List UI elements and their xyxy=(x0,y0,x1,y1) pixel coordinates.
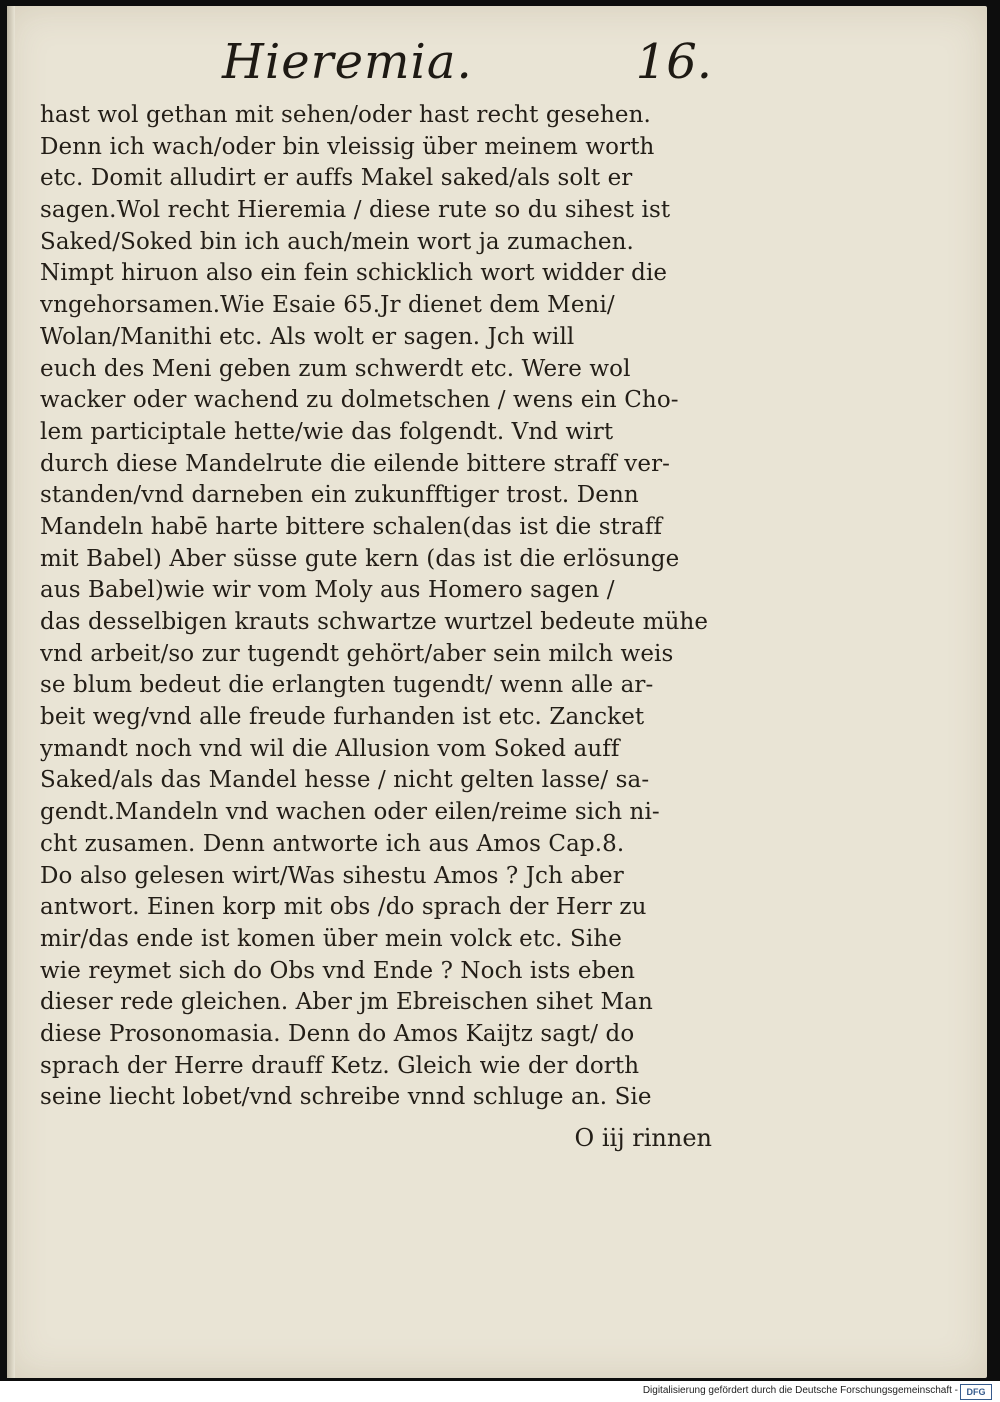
text-line: das desselbigen krauts schwartze wurtzel bedeute mühe xyxy=(40,609,709,635)
text-line: aus Babel)wie wir vom Moly aus Homero sagen / xyxy=(40,577,615,604)
text-line: Mandeln habē harte bittere schalen(das ist die straff xyxy=(40,513,663,540)
text-line: wacker oder wachend zu dolmetschen / wens ein Cho- xyxy=(40,387,679,414)
text-line: gendt.Mandeln vnd wachen oder eilen/reime sich ni- xyxy=(40,799,660,826)
text-line: Denn ich wach/oder bin vleissig über meinem worth xyxy=(40,133,655,160)
text-line: Nimpt hiruon also ein fein schicklich wort widder die xyxy=(40,260,668,287)
text-line: sagen.Wol recht Hieremia / diese rute so du sihest ist xyxy=(40,197,671,224)
text-line: seine liecht lobet/vnd schreibe vnnd schluge an. Sie xyxy=(40,1084,652,1111)
text-line: hast wol gethan mit sehen/oder hast recht gesehen. xyxy=(40,102,651,128)
text-line: mir/das ende ist komen über mein volck etc. Sihe xyxy=(40,925,622,952)
text-line: sprach der Herre drauff Ketz. Gleich wie der dorth xyxy=(40,1052,640,1079)
text-line: mit Babel) Aber süsse gute kern (das ist die erlösunge xyxy=(40,545,680,572)
text-line: dieser rede gleichen. Aber jm Ebreischen sihet Man xyxy=(40,989,653,1016)
text-line: cht zusamen. Denn antworte ich aus Amos Cap.8. xyxy=(40,830,625,857)
text-line: euch des Meni geben zum schwerdt etc. Were wol xyxy=(40,355,631,382)
signature-catchword: O iij rinnen xyxy=(574,1124,712,1152)
text-line: Saked/als das Mandel hesse / nicht gelten lasse/ sa- xyxy=(40,767,650,794)
page-header xyxy=(222,30,712,100)
text-line: wie reymet sich do Obs vnd Ende ? Noch ists eben xyxy=(40,957,636,984)
text-line: beit weg/vnd alle freude furhanden ist etc. Zancket xyxy=(40,704,645,731)
footer-bar xyxy=(0,1381,1000,1402)
text-line: Do also gelesen wirt/Was sihestu Amos ? Jch aber xyxy=(40,862,624,889)
page-number: 16. xyxy=(635,34,712,90)
text-line: ymandt noch vnd wil die Allusion vom Soked auff xyxy=(40,735,620,762)
page-gutter-shadow xyxy=(7,6,15,1378)
text-line: etc. Domit alludirt er auffs Makel saked/als solt er xyxy=(40,165,633,192)
text-line: Wolan/Manithi etc. Als wolt er sagen. Jch will xyxy=(40,323,575,350)
text-line: diese Prosonomasia. Denn do Amos Kaijtz sagt/ do xyxy=(40,1020,635,1047)
text-line: standen/vnd darneben ein zukunfftiger trost. Denn xyxy=(40,482,639,509)
body-text xyxy=(40,100,712,1114)
text-line: Saked/Soked bin ich auch/mein wort ja zumachen. xyxy=(40,228,634,255)
text-line: vngehorsamen.Wie Esaie 65.Jr dienet dem Meni/ xyxy=(40,292,615,319)
dfg-credit: Digitalisierung gefördert durch die Deutsche Forschungsgemeinschaft - xyxy=(642,1385,958,1396)
running-title: Hieremia. xyxy=(222,34,473,90)
dfg-logo-icon: DFG xyxy=(960,1384,992,1400)
text-line: antwort. Einen korp mit obs /do sprach der Herr zu xyxy=(40,894,647,921)
text-line: durch diese Mandelrute die eilende bittere straff ver- xyxy=(40,450,671,477)
text-line: vnd arbeit/so zur tugendt gehört/aber sein milch weis xyxy=(40,640,674,667)
text-line: lem participtale hette/wie das folgendt. Vnd wirt xyxy=(40,418,614,445)
text-line: se blum bedeut die erlangten tugendt/ wenn alle ar- xyxy=(40,672,654,699)
